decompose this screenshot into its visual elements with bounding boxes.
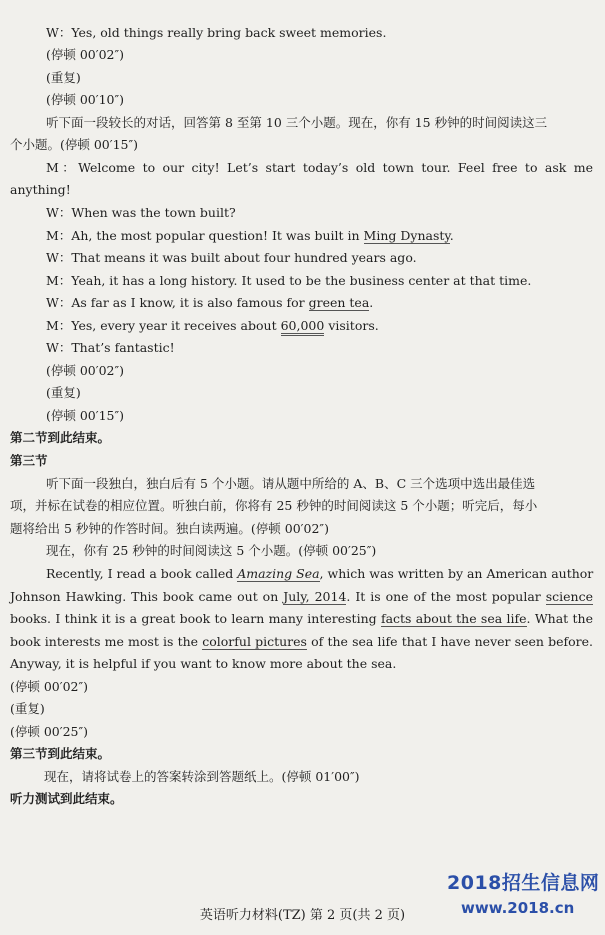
instruction-line: 个小题。(停顿 00′15″) — [10, 137, 139, 152]
monologue-line: Johnson Hawking. This book came out on July, 2014. It is one of the most popular science — [10, 589, 593, 604]
instruction-line: 听下面一段较长的对话，回答第 8 至第 10 三个小题。现在，你有 15 秒钟的时间阅读这三 — [46, 115, 548, 130]
section-heading: 第三节 — [10, 453, 48, 468]
dialogue-line: M：Yeah, it has a long history. It used to be the business center at that time. — [46, 273, 532, 288]
pause-note: (停顿 00′02″) — [46, 363, 125, 378]
dialogue-line: W：When was the town built? — [46, 205, 236, 220]
page-footer: 英语听力材料(TZ) 第 2 页(共 2 页) — [199, 908, 406, 923]
instruction-line: 现在，你有 25 秒钟的时间阅读这 5 个小题。(停顿 00′25″) — [46, 543, 377, 558]
underlined-answer: colorful pictures — [202, 634, 307, 649]
watermark-logo-text: 2018招生信息网 — [447, 872, 600, 894]
repeat-note: (重复) — [46, 385, 81, 400]
monologue-line: Recently, I read a book called Amazing Sea, which was written by an American author — [46, 566, 594, 581]
repeat-note: (重复) — [10, 701, 45, 716]
text-line: W：Yes, old things really bring back sweet memories. — [46, 25, 387, 40]
pause-note: (停顿 00′02″) — [46, 47, 125, 62]
underlined-answer: 60,000 — [281, 318, 325, 336]
monologue-line: Anyway, it is helpful if you want to know more about the sea. — [10, 656, 397, 671]
watermark-url: www.2018.cn — [461, 899, 575, 917]
dialogue-line: M：Welcome to our city! Let’s start today’s old town tour. Feel free to ask me — [46, 160, 593, 175]
instruction-line: 题将给出 5 秒钟的作答时间。独白读两遍。(停顿 00′02″) — [10, 521, 329, 536]
instruction-line: 听下面一段独白，独白后有 5 个小题。请从题中所给的 A、B、C 三个选项中选出最佳选 — [46, 476, 536, 491]
underlined-answer: science — [545, 589, 593, 604]
book-title: Amazing Sea — [237, 566, 320, 581]
dialogue-line: W：As far as I know, it is also famous for green tea. — [46, 295, 374, 310]
dialogue-line: W：That means it was built about four hundred years ago. — [46, 250, 417, 265]
section-end: 第三节到此结束。 — [10, 746, 111, 761]
dialogue-line: anything! — [10, 182, 71, 197]
section-end: 第二节到此结束。 — [10, 430, 111, 445]
pause-note: (停顿 00′15″) — [46, 408, 125, 423]
pause-note: (停顿 00′10″) — [46, 92, 125, 107]
repeat-note: (重复) — [46, 70, 81, 85]
dialogue-line: W：That’s fantastic! — [46, 340, 175, 355]
pause-note: (停顿 00′02″) — [10, 679, 89, 694]
monologue-line: books. I think it is a great book to learn many interesting facts about the sea life. What the — [10, 611, 593, 626]
instruction-line: 现在，请将试卷上的答案转涂到答题纸上。(停顿 01′00″) — [44, 769, 360, 784]
underlined-answer: facts about the sea life — [380, 611, 527, 626]
instruction-line: 项，并标在试卷的相应位置。听独白前，你将有 25 秒钟的时间阅读这 5 个小题；听完后，每小 — [10, 498, 538, 513]
dialogue-line: M：Ah, the most popular question! It was built in Ming Dynasty. — [46, 228, 454, 243]
underlined-answer: green tea — [308, 295, 370, 310]
monologue-line: book interests me most is the colorful pictures of the sea life that I have never seen before. — [10, 634, 593, 649]
underlined-answer: Ming Dynasty — [363, 228, 450, 243]
pause-note: (停顿 00′25″) — [10, 724, 89, 739]
underlined-answer: July, 2014 — [283, 589, 347, 604]
test-end: 听力测试到此结束。 — [10, 791, 123, 806]
dialogue-line: M：Yes, every year it receives about 60,000 visitors. — [46, 315, 595, 337]
